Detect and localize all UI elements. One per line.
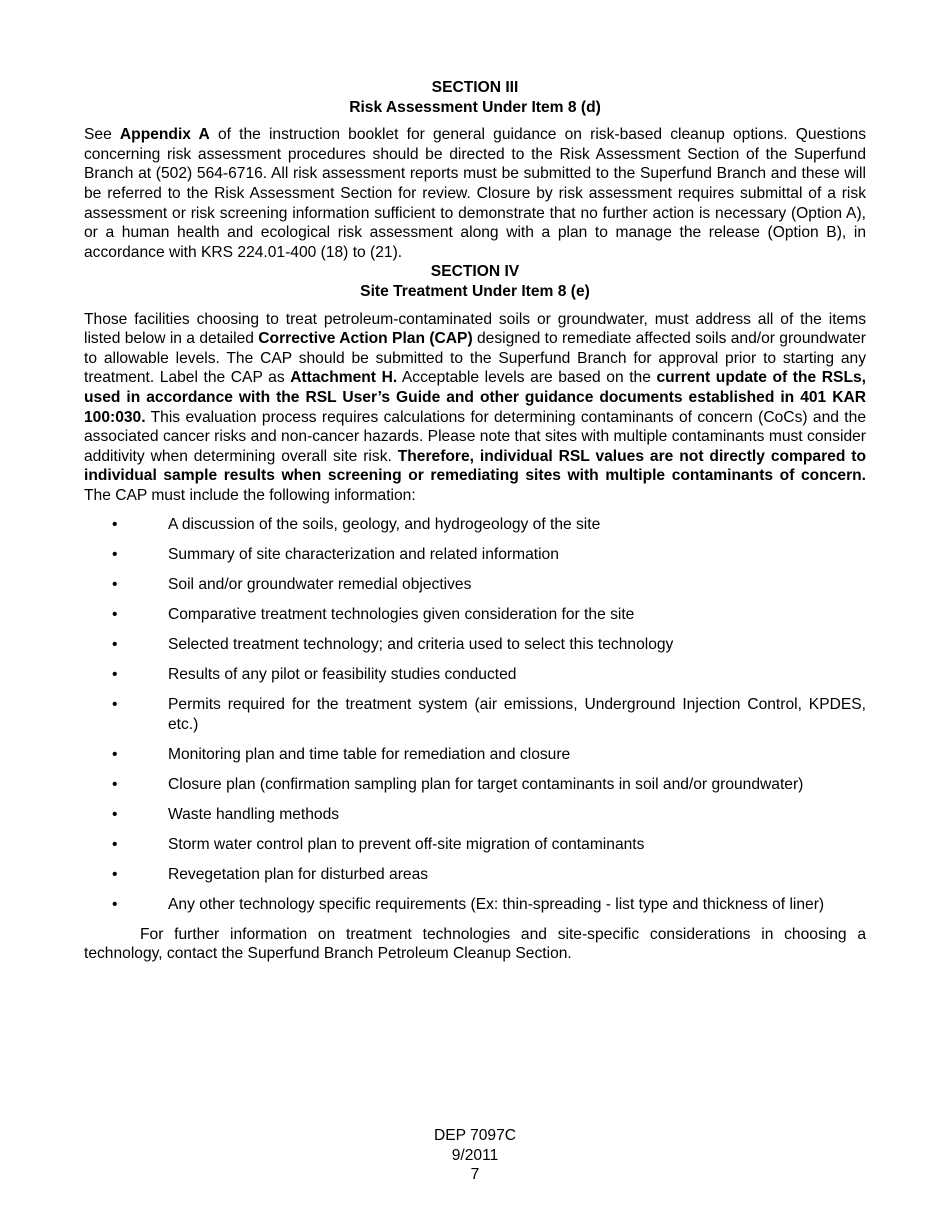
- list-item-text: A discussion of the soils, geology, and hydrogeology of the site: [168, 516, 601, 534]
- text-run: of the instruction booklet for general guidance on risk-based cleanup options. Questions concerning risk assessment procedures should be directed to the Risk Assessment Section of the Superfund Branch at (502) 564-6716. All risk assessment reports must be submitted to the Superfund Branch and these will be referred to the Risk Assessment Section for review. Closure by risk assessment requires submittal of a risk assessment or risk screening information sufficient to demonstrate that no further action is necessary (Option A), or a human health and ecological risk assessment along with a plan to manage the release (Option B), in accordance with KRS 224.01-400 (18) to (21).: [84, 126, 866, 261]
- list-item: [84, 895, 866, 915]
- list-item-text: Monitoring plan and time table for remediation and closure: [168, 745, 571, 763]
- list-item-text: Summary of site characterization and related information: [168, 546, 559, 564]
- list-item: [84, 695, 866, 734]
- list-item: [84, 605, 866, 625]
- bullet-icon: •: [112, 745, 118, 763]
- page-footer: [0, 1126, 950, 1185]
- list-item-text: Any other technology specific requirements (Ex: thin-spreading - list type and thickness of liner): [168, 895, 825, 913]
- bold-text-run: Attachment H.: [290, 369, 398, 387]
- text-run: designed to remediate affected soils and/or groundwater to allowable levels. The CAP should be submitted to the Superfund Branch for approval prior to starting any treatment. Label the CAP as: [84, 330, 866, 387]
- text-run: This evaluation process requires calculations for determining contaminants of concern (CoCs) and the associated cancer risks and non-cancer hazards. Please note that sites with multiple contaminants must consider additivity when determining overall site risk.: [84, 408, 866, 465]
- list-item-text: Selected treatment technology; and criteria used to select this technology: [168, 636, 674, 654]
- bullet-icon: •: [112, 606, 118, 624]
- list-item: [84, 745, 866, 765]
- list-item: [84, 865, 866, 885]
- list-item: [84, 775, 866, 795]
- section-4-title: SECTION IV: [430, 263, 520, 281]
- section-3-body: [84, 125, 866, 262]
- list-item: [84, 835, 866, 855]
- bullet-icon: •: [112, 865, 118, 883]
- bullet-icon: •: [112, 516, 118, 534]
- list-item-text: Revegetation plan for disturbed areas: [168, 865, 429, 883]
- list-item-text: Comparative treatment technologies given consideration for the site: [168, 606, 635, 624]
- bullet-icon: •: [112, 775, 118, 793]
- bullet-icon: •: [112, 835, 118, 853]
- section-4-body: [84, 310, 866, 506]
- list-item-text: Closure plan (confirmation sampling plan for target contaminants in soil and/or groundwater): [168, 775, 804, 793]
- closing-paragraph: For further information on treatment technologies and site-specific considerations in choosing a technology, contact the Superfund Branch Petroleum Cleanup Section.: [84, 925, 866, 963]
- bold-text-run: Therefore, individual RSL values are not directly compared to individual sample results when screening or remediating sites with multiple contaminants of concern.: [84, 447, 866, 485]
- list-item: [84, 665, 866, 685]
- list-item-text: Results of any pilot or feasibility studies conducted: [168, 666, 517, 684]
- bullet-icon: •: [112, 636, 118, 654]
- list-item-text: Permits required for the treatment system (air emissions, Underground Injection Control, KPDES, etc.): [168, 696, 866, 733]
- list-item: [84, 515, 866, 535]
- cap-requirements-list: [84, 515, 866, 914]
- bullet-icon: •: [112, 895, 118, 913]
- text-run: Those facilities choosing to treat petroleum-contaminated soils or groundwater, must address all of the items listed below in a detailed: [84, 310, 866, 348]
- section-3-subtitle: Risk Assessment Under Item 8 (d): [349, 98, 601, 116]
- bullet-icon: •: [112, 696, 118, 714]
- bullet-icon: •: [112, 666, 118, 684]
- list-item-text: Waste handling methods: [168, 805, 340, 823]
- bullet-icon: •: [112, 805, 118, 823]
- list-item: [84, 635, 866, 655]
- bullet-icon: •: [112, 546, 118, 564]
- section-4-subtitle: Site Treatment Under Item 8 (e): [360, 282, 590, 300]
- page-number: 7: [470, 1166, 480, 1184]
- bold-text-run: current update of the RSLs, used in accordance with the RSL User’s Guide and other guidance documents established in 401 KAR 100:030.: [84, 369, 866, 426]
- list-item: [84, 575, 866, 595]
- bold-text-run: Corrective Action Plan (CAP): [258, 330, 473, 348]
- list-item: [84, 545, 866, 565]
- text-run: Acceptable levels are based on the: [397, 369, 657, 387]
- text-run: The CAP must include the following information:: [84, 486, 416, 504]
- form-number: DEP 7097C: [433, 1127, 517, 1144]
- list-item-text: Soil and/or groundwater remedial objectives: [168, 576, 472, 594]
- form-date: 9/2011: [451, 1146, 499, 1164]
- bold-text-run: Appendix A: [119, 126, 210, 144]
- list-item: [84, 805, 866, 825]
- document-page: [84, 78, 866, 964]
- section-3-title: SECTION III: [431, 79, 519, 96]
- bullet-icon: •: [112, 576, 118, 594]
- text-run: See: [84, 126, 120, 144]
- list-item-text: Storm water control plan to prevent off-site migration of contaminants: [168, 835, 645, 853]
